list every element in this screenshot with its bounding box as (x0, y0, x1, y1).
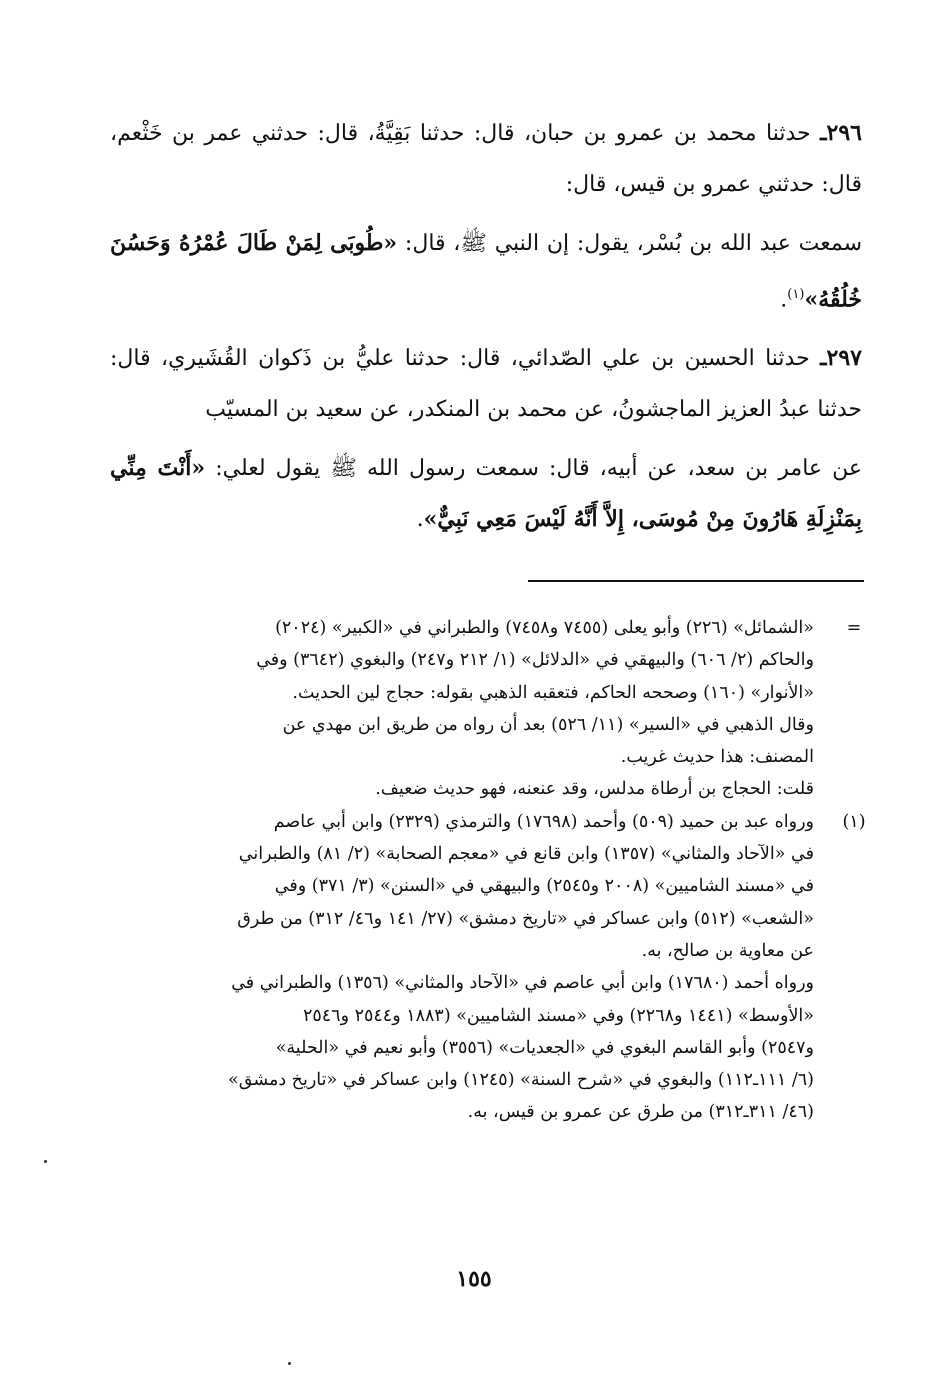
continuation-marker: = (846, 618, 862, 638)
scan-speck (288, 1362, 291, 1365)
footnote-marker: (١) (842, 811, 866, 832)
hadith-297-text (110, 443, 862, 545)
footnote-line: في «الآحاد والمثاني» (١٣٥٧) وابن قانع في «معجم الصحابة» (٢/ ٨١) والطبراني (238, 844, 814, 865)
sentence-end: . (416, 507, 424, 533)
footnote-continuation (110, 612, 880, 806)
footnote-line: «الشعب» (٥١٢) وابن عساكر في «تاريخ دمشق» (٢٧/ ١٤١ و٤٦/ ٣١٢) من طرق (237, 908, 814, 929)
hadith-297-isnad (110, 333, 862, 435)
matn-intro: سمعت عبد الله بن بُسْر، يقول: إن النبي ﷺ، قال: (397, 231, 863, 256)
sentence-end: . (780, 287, 788, 313)
footnote-1 (110, 806, 880, 1129)
footnote-line: ورواه أحمد (١٧٦٨٠) وابن أبي عاصم في «الآحاد والمثاني» (١٣٥٦) والطبراني في (231, 973, 814, 994)
matn-intro: عن عامر بن سعد، عن أبيه، قال: سمعت رسول الله ﷺ يقول لعلي: (205, 456, 862, 482)
footnote-line: و٢٥٤٧) وأبو القاسم البغوي في «الجعديات» (٣٥٥٦) وأبو نعيم في «الحلية» (275, 1037, 814, 1058)
page-number: ١٥٥ (456, 1266, 492, 1292)
footnote-line: (٦/ ١١١ـ١١٢) والبغوي في «شرح السنة» (١٢٤٥) وابن عساكر في «تاريخ دمشق» (228, 1070, 814, 1091)
scan-speck (44, 1160, 47, 1163)
footnote-line: (٤٦/ ٣١١ـ٣١٢) من طرق عن عمرو بن قيس، به. (467, 1102, 814, 1123)
prophetic-quote: «أَنْتَ مِنِّي بِمَنْزِلَةِ هَارُونَ مِنْ مُوسَى، إِلاَّ أَنَّهُ لَيْسَ مَعِي نَبِيٌّ» (110, 455, 862, 533)
footnote-line: قلت: الحجاج بن أرطاة مدلس، وقد عنعنه، فهو حديث ضعيف. (375, 779, 814, 800)
footnote-line: «الأوسط» (١٤٤١ و٢٢٦٨) وفي «مسند الشاميين» (١٨٨٣ و٢٥٤٤ و٢٥٤٦ (302, 1005, 814, 1026)
footnote-line: عن معاوية بن صالح، به. (641, 940, 814, 961)
footnote-line: والحاكم (٢/ ٦٠٦) والبيهقي في «الدلائل» (١/ ٢١٢ و٢٤٧) والبغوي (٣٦٤٢) وفي (256, 650, 814, 671)
footnote-line: «الشمائل» (٢٢٦) وأبو يعلى (٧٤٥٥ و٧٤٥٨) والطبراني في «الكبير» (٢٠٢٤) (275, 618, 814, 638)
hadith-number: ٢٩٦ـ (820, 120, 862, 146)
hadith-296-text (110, 218, 862, 325)
isnad-text: حدثنا الحسين بن علي الصّدائي، قال: حدثنا عليُّ بن ذَكوان القُشَيري، قال: حدثنا عبدُ العزيز الماجشونُ، عن محمد بن المنكدر، عن سعيد بن المسيّب (110, 346, 862, 423)
footnote-line: ورواه عبد بن حميد (٥٠٩) وأحمد (١٧٦٩٨) والترمذي (٢٣٢٩) وابن أبي عاصم (273, 811, 814, 832)
hadith-number: ٢٩٧ـ (820, 345, 862, 372)
main-text (110, 108, 862, 545)
footnote-separator (528, 580, 864, 582)
prophetic-quote: «طُوبَى لِمَنْ طَالَ عُمْرُهُ وَحَسُنَ خُلُقُهُ» (110, 230, 862, 313)
footnote-line: في «مسند الشاميين» (٢٠٠٨ و٢٥٤٥) والبيهقي في «السنن» (٣/ ٣٧١) وفي (274, 876, 814, 897)
footnote-reference[interactable]: (١) (787, 287, 805, 302)
footnote-line: وقال الذهبي في «السير» (١١/ ٥٢٦) بعد أن رواه من طريق ابن مهدي عن (282, 714, 814, 735)
hadith-296-isnad (110, 108, 862, 210)
footnote-line: «الأنوار» (١٦٠) وصححه الحاكم، فتعقبه الذهبي بقوله: حجاج لين الحديث. (292, 682, 814, 703)
footnote-line: المصنف: هذا حديث غريب. (620, 747, 814, 768)
isnad-text: حدثنا محمد بن عمرو بن حبان، قال: حدثنا بَقِيَّةُ، قال: حدثني عمر بن خَثْعم، قال: حدثني عمرو بن قيس، قال: (110, 121, 862, 197)
footnotes (110, 612, 880, 1129)
